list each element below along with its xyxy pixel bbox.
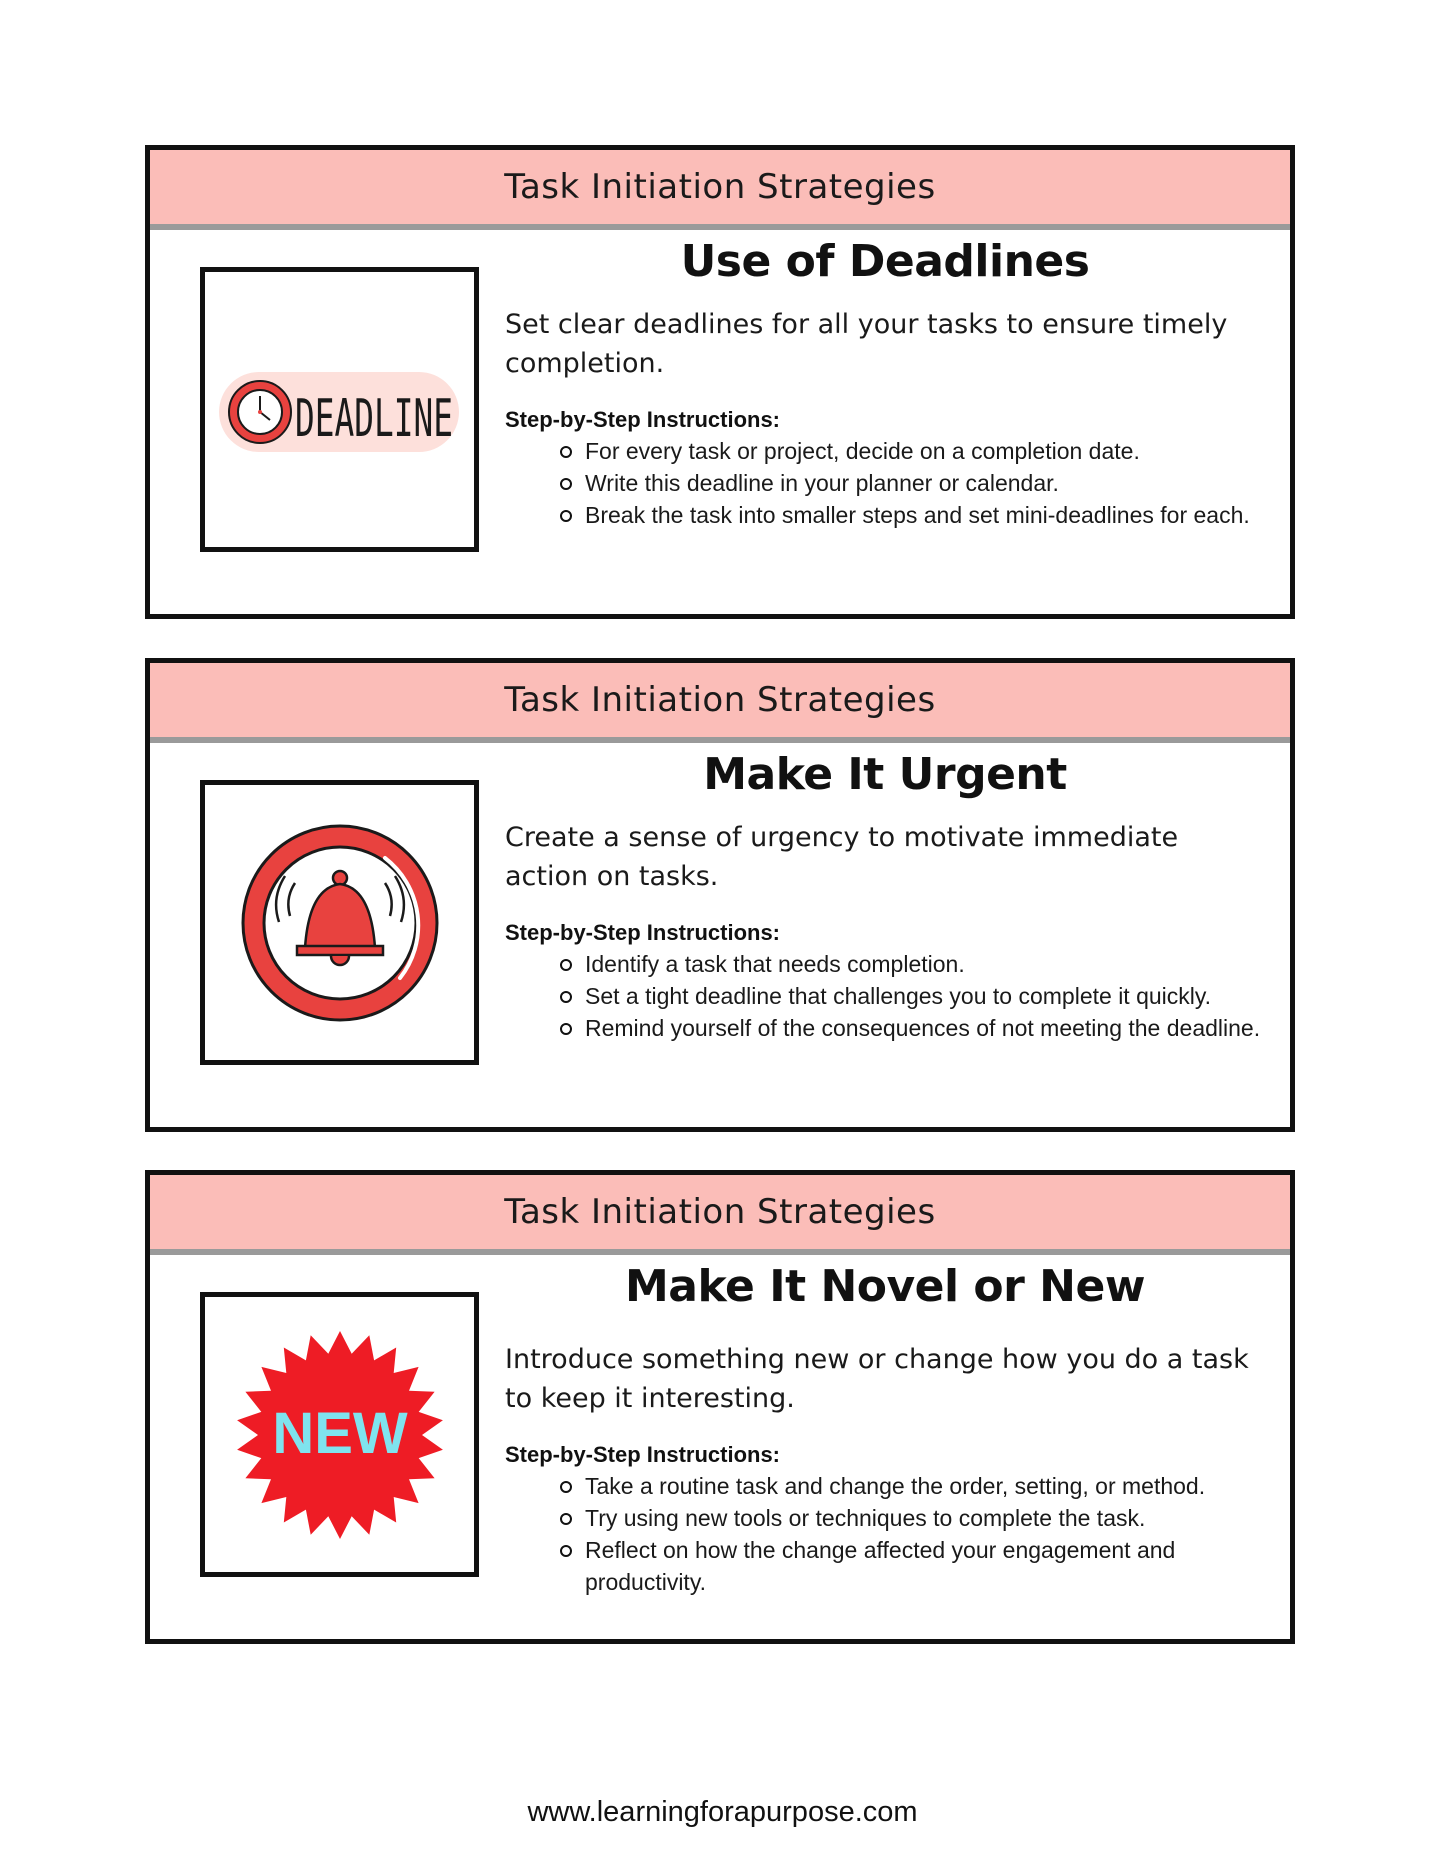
card-title: Make It Urgent [703, 749, 1067, 800]
bullet-icon [560, 478, 572, 490]
deadline-label: DEADLINE [295, 388, 453, 449]
list-item: Break the task into smaller steps and set mini-deadlines for each. [560, 499, 1265, 531]
card-header: Task Initiation Strategies [150, 150, 1290, 230]
steps-list [505, 948, 1265, 1044]
bullet-icon [560, 1481, 572, 1493]
deadline-image [200, 267, 479, 552]
novel-image [200, 1292, 479, 1577]
urgent-image [200, 780, 479, 1065]
deadline-clock-icon [217, 350, 462, 470]
list-item: For every task or project, decide on a completion date. [560, 435, 1265, 467]
strategy-card-novel [145, 1170, 1295, 1644]
steps-list [505, 435, 1265, 531]
steps-heading: Step-by-Step Instructions: [505, 407, 781, 432]
list-item: Write this deadline in your planner or calendar. [560, 467, 1265, 499]
footer-url: www.learningforapurpose.com [527, 1796, 918, 1828]
card-header: Task Initiation Strategies [150, 1175, 1290, 1255]
bullet-icon [560, 510, 572, 522]
card-description: Set clear deadlines for all your tasks to ensure timely completion. [505, 309, 1228, 379]
card-header: Task Initiation Strategies [150, 663, 1290, 743]
steps-heading: Step-by-Step Instructions: [505, 920, 781, 945]
card-description: Introduce something new or change how you do a task to keep it interesting. [505, 1344, 1249, 1414]
steps-list [505, 1470, 1265, 1598]
strategy-card-deadlines [145, 145, 1295, 619]
list-item: Take a routine task and change the order, setting, or method. [560, 1470, 1265, 1502]
list-item: Reflect on how the change affected your engagement and productivity. [560, 1534, 1265, 1598]
strategy-card-urgent [145, 658, 1295, 1132]
bullet-icon [560, 991, 572, 1003]
bullet-icon [560, 959, 572, 971]
list-item: Identify a task that needs completion. [560, 948, 1265, 980]
card-description: Create a sense of urgency to motivate immediate action on tasks. [505, 822, 1179, 892]
bullet-icon [560, 1023, 572, 1035]
bullet-icon [560, 1513, 572, 1525]
steps-heading: Step-by-Step Instructions: [505, 1442, 781, 1467]
list-item: Remind yourself of the consequences of not meeting the deadline. [560, 1012, 1265, 1044]
list-item: Set a tight deadline that challenges you to complete it quickly. [560, 980, 1265, 1012]
new-label: NEW [271, 1400, 408, 1466]
bullet-icon [560, 1545, 572, 1557]
bullet-icon [560, 446, 572, 458]
card-title: Make It Novel or New [625, 1261, 1145, 1312]
new-starburst-icon [230, 1325, 450, 1545]
alarm-bell-icon [235, 818, 445, 1028]
card-title: Use of Deadlines [680, 236, 1090, 287]
list-item: Try using new tools or techniques to complete the task. [560, 1502, 1265, 1534]
